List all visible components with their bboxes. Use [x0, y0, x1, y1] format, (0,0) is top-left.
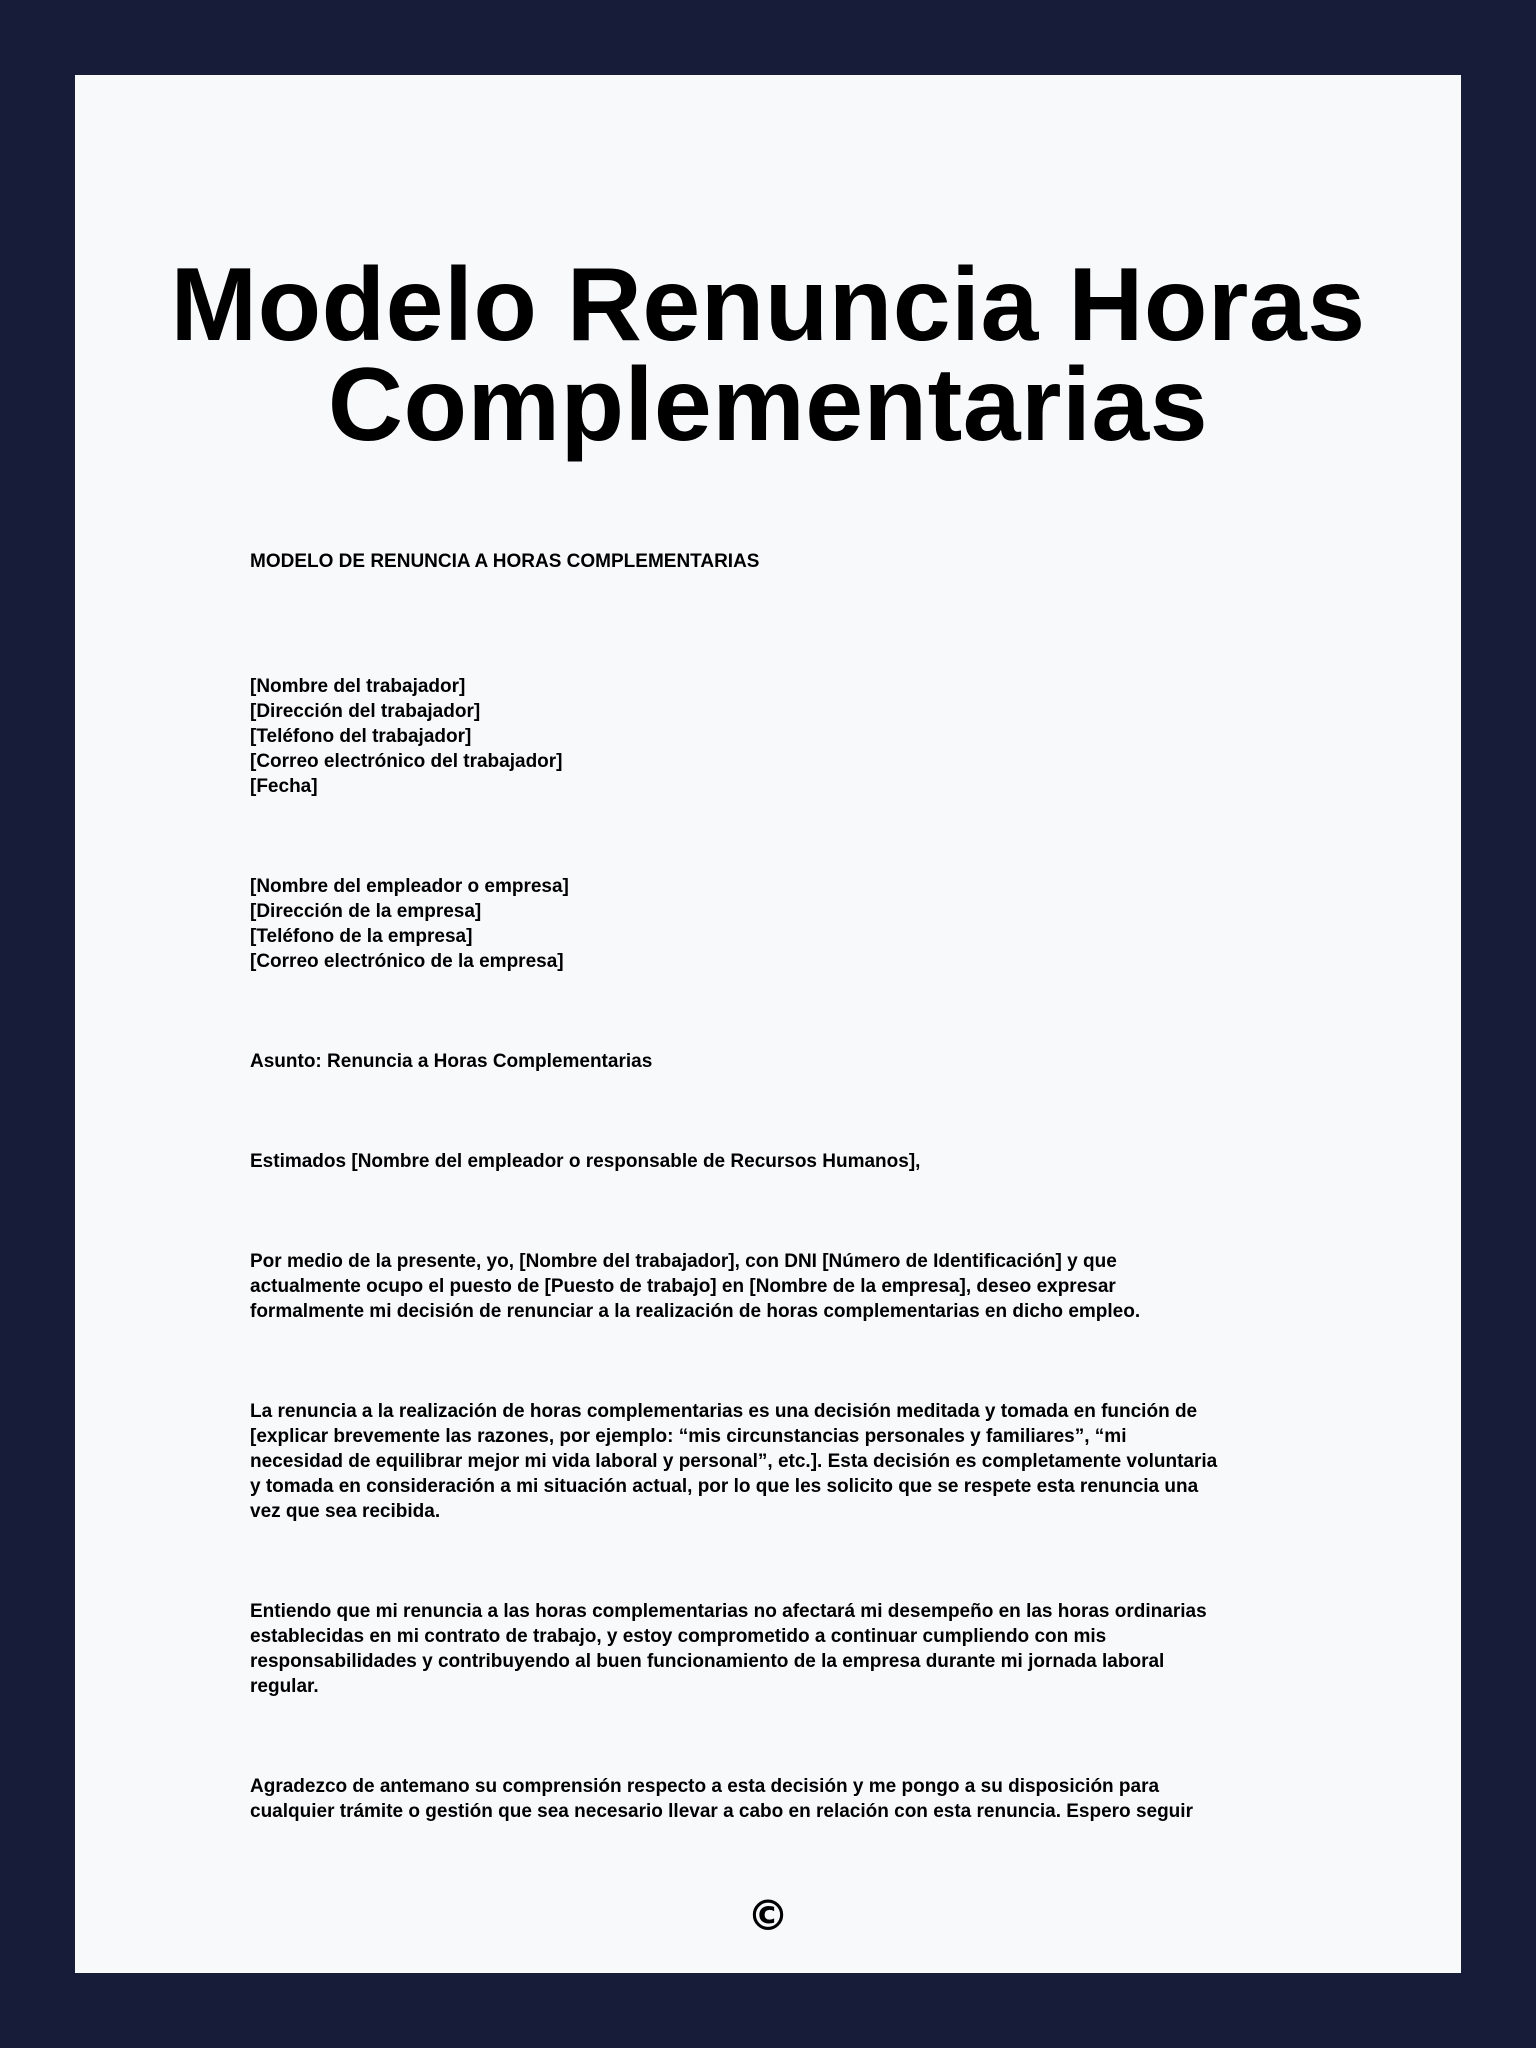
paragraph-3 — [250, 1599, 1290, 1699]
sender-line: [Fecha] — [250, 776, 318, 797]
recipient-line: [Nombre del empleador o empresa] — [250, 876, 569, 897]
paragraph-4 — [250, 1774, 1290, 1824]
paragraph-line: [explicar brevemente las razones, por ejemplo: “mis circunstancias personales y familiares”, “mi — [250, 1426, 1127, 1447]
paragraph-line: actualmente ocupo el puesto de [Puesto de trabajo] en [Nombre de la empresa], deseo expresar — [250, 1276, 1116, 1297]
greeting-line — [250, 1149, 1290, 1174]
paragraph-line: responsabilidades y contribuyendo al buen funcionamiento de la empresa durante mi jornada laboral — [250, 1651, 1165, 1672]
sender-line: [Nombre del trabajador] — [250, 676, 466, 697]
title-line-1: Modelo Renuncia Horas — [170, 247, 1366, 363]
recipient-line: [Dirección de la empresa] — [250, 901, 482, 922]
title-line-2: Complementarias — [327, 347, 1209, 463]
recipient-line: [Teléfono de la empresa] — [250, 926, 473, 947]
greeting-text: Estimados [Nombre del empleador o responsable de Recursos Humanos], — [250, 1151, 921, 1172]
paragraph-line: cualquier trámite o gestión que sea necesario llevar a cabo en relación con esta renuncia. Espero seguir — [250, 1801, 1193, 1822]
copyright-icon: © — [747, 1891, 789, 1940]
document-page — [75, 75, 1461, 1973]
paragraph-line: Por medio de la presente, yo, [Nombre del trabajador], con DNI [Número de Identificación] y que — [250, 1251, 1117, 1272]
paragraph-1 — [250, 1249, 1290, 1324]
document-title — [75, 247, 1461, 463]
paragraph-line: Agradezco de antemano su comprensión respecto a esta decisión y me pongo a su disposición para — [250, 1776, 1160, 1797]
paragraph-line: y tomada en consideración a mi situación actual, por lo que les solicito que se respete esta renuncia una — [250, 1476, 1199, 1497]
paragraph-line: formalmente mi decisión de renunciar a la realización de horas complementarias en dicho empleo. — [250, 1301, 1141, 1322]
paragraph-line: Entiendo que mi renuncia a las horas complementarias no afectará mi desempeño en las horas ordinarias — [250, 1601, 1207, 1622]
paragraph-line: establecidas en mi contrato de trabajo, y estoy comprometido a continuar cumpliendo con mis — [250, 1626, 1107, 1647]
sender-line: [Correo electrónico del trabajador] — [250, 751, 563, 772]
sender-line: [Dirección del trabajador] — [250, 701, 481, 722]
paragraph-line: La renuncia a la realización de horas complementarias es una decisión meditada y tomada en función de — [250, 1401, 1198, 1422]
paragraph-2 — [250, 1399, 1290, 1524]
paragraph-line: vez que sea recibida. — [250, 1501, 441, 1522]
paragraph-line: necesidad de equilibrar mejor mi vida laboral y personal”, etc.]. Esta decisión es completamente voluntaria — [250, 1451, 1218, 1472]
recipient-block — [250, 874, 1290, 974]
sender-line: [Teléfono del trabajador] — [250, 726, 472, 747]
subject-text: Asunto: Renuncia a Horas Complementarias — [250, 1051, 653, 1072]
subject-line — [250, 1049, 1290, 1074]
sender-block — [250, 674, 1290, 799]
document-heading — [250, 549, 1290, 574]
heading-text: MODELO DE RENUNCIA A HORAS COMPLEMENTARIAS — [250, 551, 760, 572]
recipient-line: [Correo electrónico de la empresa] — [250, 951, 564, 972]
paragraph-line: regular. — [250, 1676, 319, 1697]
